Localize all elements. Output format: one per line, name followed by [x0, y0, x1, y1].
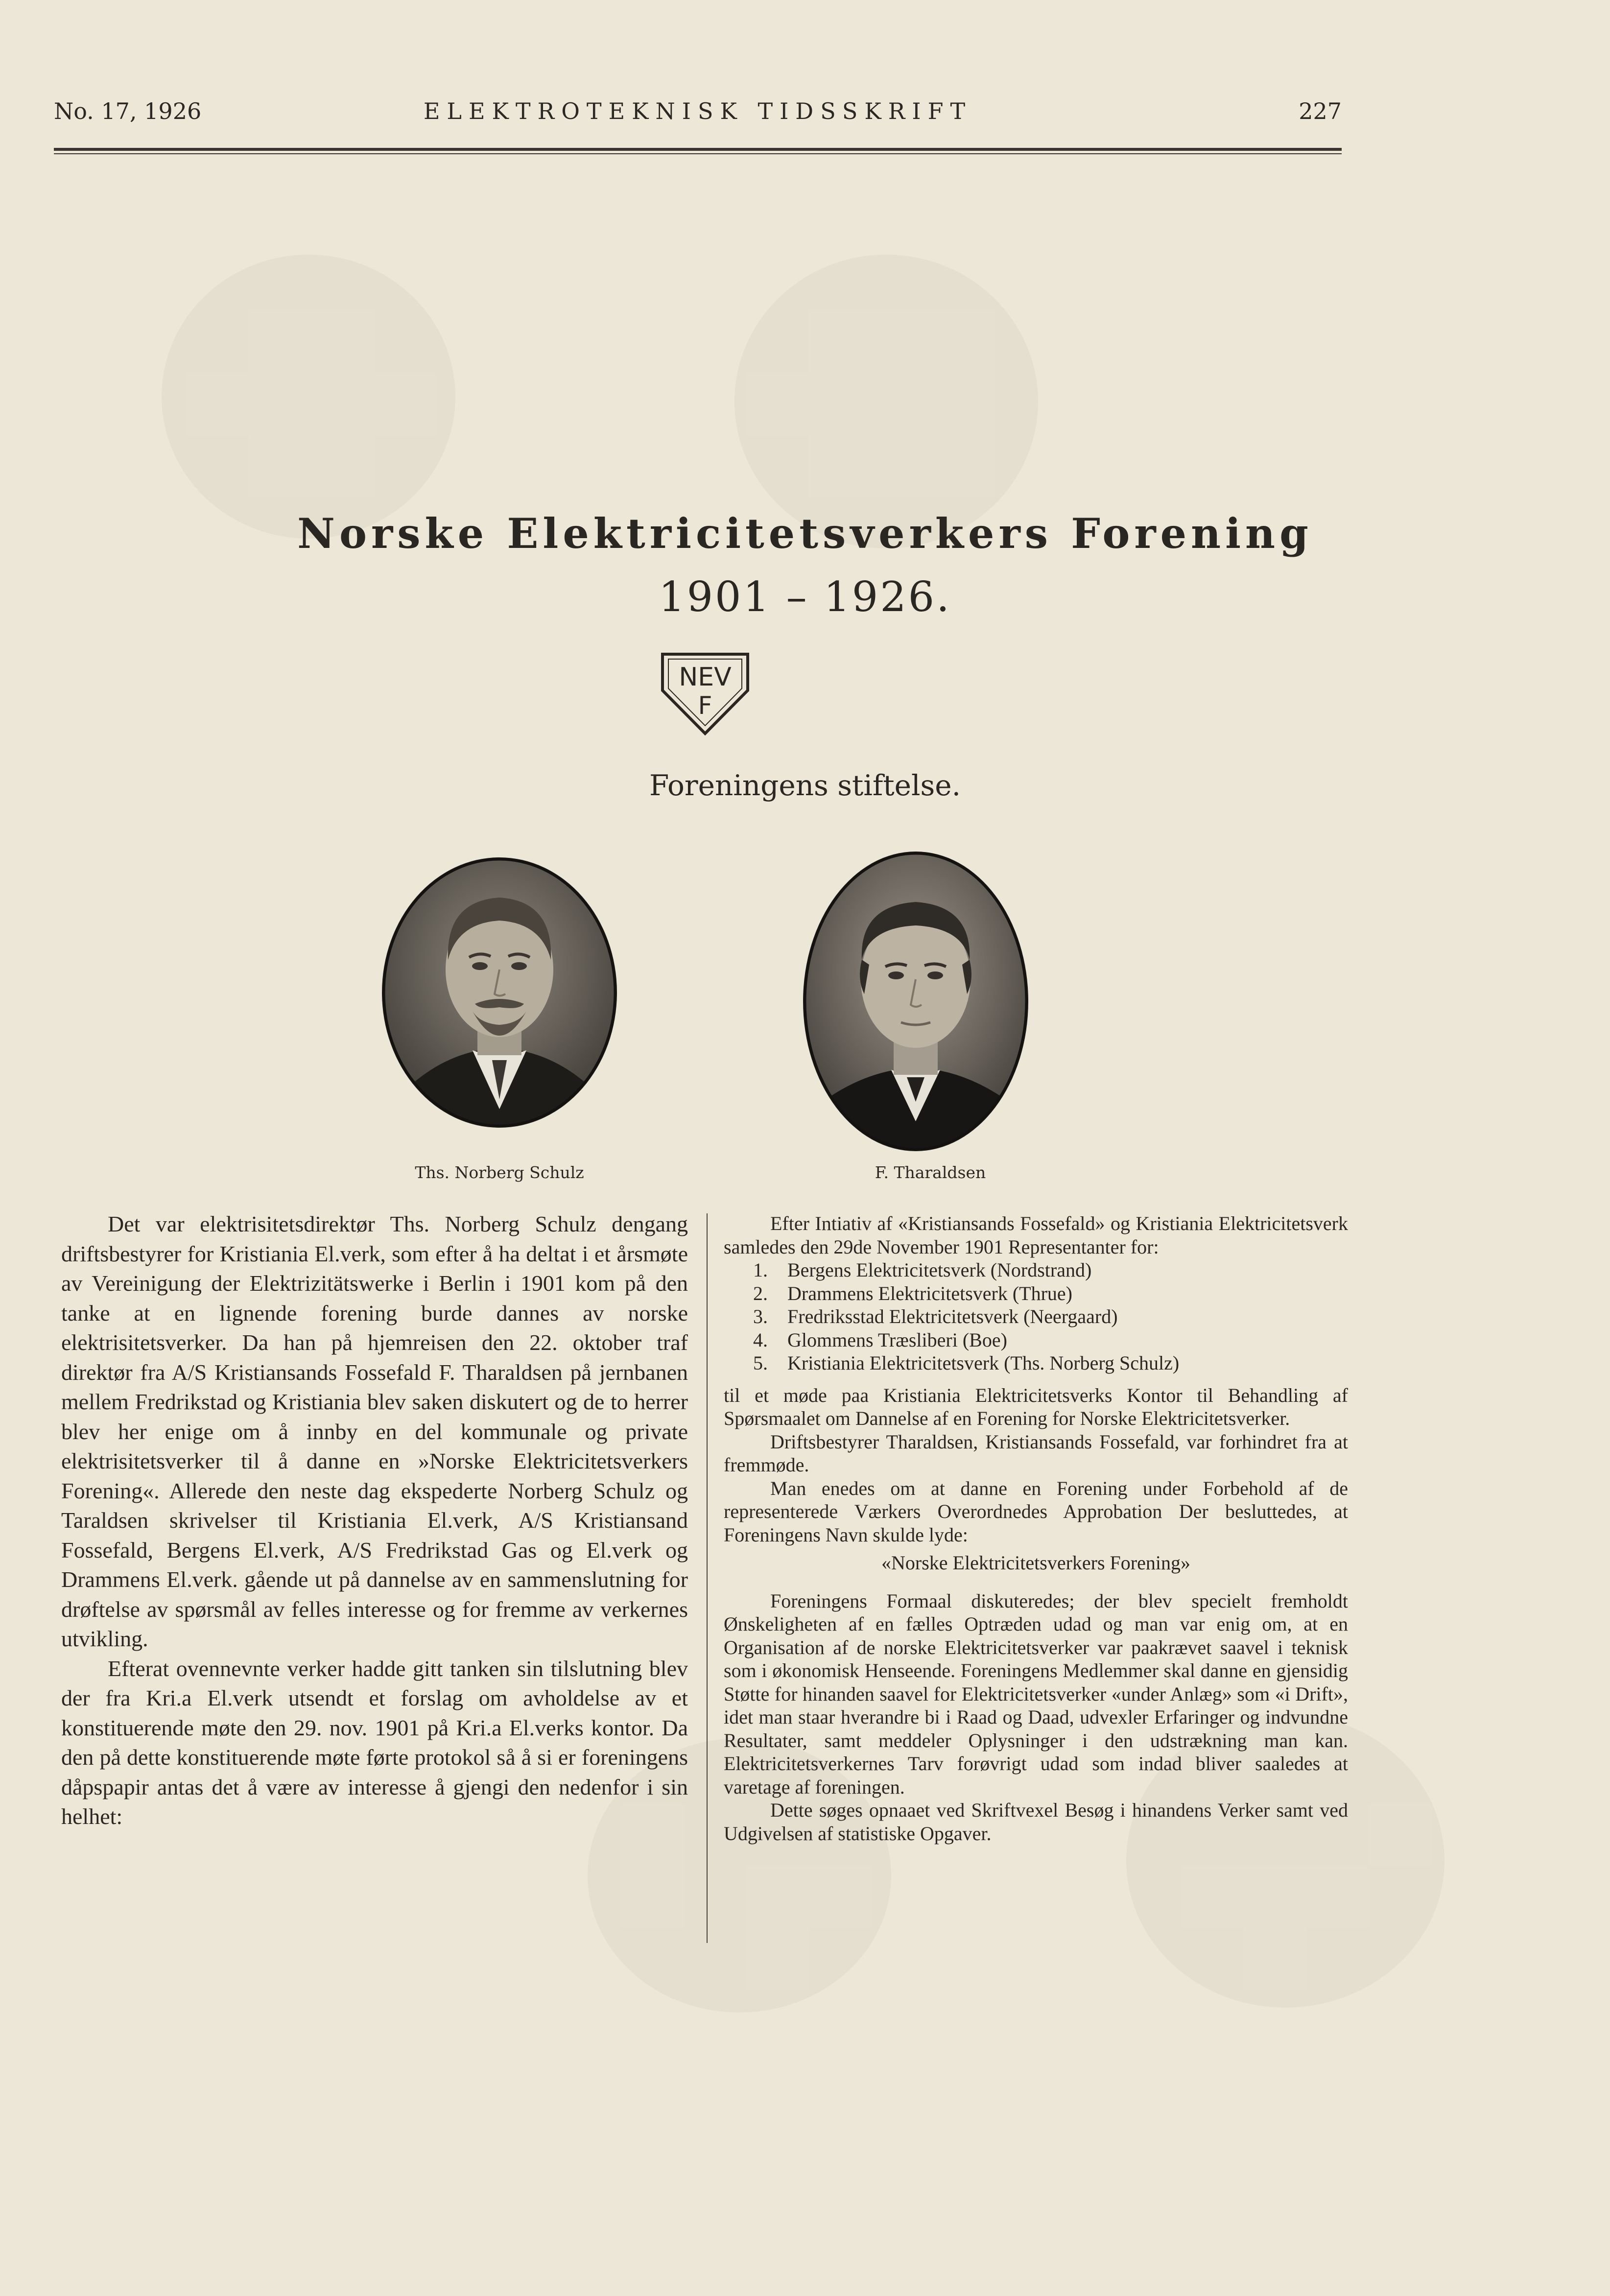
- list-item: 5. Kristiania Elektricitetsverk (Ths. Norberg Schulz): [753, 1352, 1180, 1374]
- column-divider: [707, 1213, 708, 1943]
- paragraph: Dette søges opnaaet ved Skriftvexel Besøg i hinandens Verker samt ved Udgivelsen af statistiske Opgaver.: [724, 1799, 1348, 1845]
- paragraph: Efterat ovennevnte verker hadde gitt tanken sin tilslutning blev der fra Kri.a El.verk utsendt et forslag om avholdelse av et konstituerende møte den 29. nov. 1901 på Kri.a El.verks kontor. Da den på dette konstituerende møte førte protokol så å si er foreningens dåpspapir antas det å være av interesse å gjengi den nedenfor i sin helhet:: [61, 1656, 688, 1829]
- issue-number: No. 17, 1926: [54, 98, 202, 124]
- bleed-through-shadow: [162, 255, 455, 539]
- bleed-through-shadow: [734, 255, 1038, 548]
- list-item: 1. Bergens Elektricitetsverk (Nordstrand): [753, 1259, 1092, 1281]
- left-column: [61, 1209, 688, 1832]
- section-title: Foreningens stiftelse.: [649, 769, 961, 802]
- logo-text-top: NEV: [679, 663, 732, 692]
- portrait-tharaldsen: [798, 847, 1033, 1156]
- article-title: Norske Elektricitetsverkers Forening: [297, 509, 1313, 558]
- header-rule: [54, 148, 1342, 151]
- paragraph: Det var elektrisitetsdirektør Ths. Norberg Schulz dengang driftsbestyrer for Kristiania El.verk, som efter å ha deltat i et årsmøte av Vereinigung der Elektrizitätswerke i Berlin i 1901 kom på den tanke at en lignende forening burde dannes av norske elektrisitetsverker. Da han på hjemreisen den 22. oktober traf direktør fra A/S Kristiansands Fossefald F. Tharaldsen på jernbanen mellem Fredrikstad og Kristiania blev saken diskutert og de to herrer blev her enige om å innby en del kommunale og private elektrisitetsverker til å danne en »Norske Elektricitetsverkers Forening«. Allerede den neste dag ekspederte Norberg Schulz og Taraldsen skrivelser til Kristiania El.verk, A/S Kristiansand Fossefald, Bergens El.verk, A/S Fredrikstad Gas og El.verk og Drammens El.verk. gående ut på dannelse av en sammenslutning for drøftelse av spørsmål av felles interesse og for fremme av verkernes utvikling.: [61, 1211, 688, 1651]
- paragraph: Foreningens Formaal diskuteredes; der blev specielt fremholdt Ønskeligheten af en fælles Optræden udad og man var enig om, at en Organisation af de norske Elektricitetsverker var paakrævet saavel i teknisk som i økonomisk Henseende. Foreningens Medlemmer skal danne en gjensidig Støtte for hinanden saavel for Elektricitetsverker «under Anlæg» som «i Drift», idet man staar hverandre bi i Raad og Daad, udvexler Erfaringer og indvundne Resultater, samt meddeler Oplysninger i den udstrækning man kan. Elektricitetsverkernes Tarv forøvrigt udad som indad bliver saaledes at varetage af foreningen.: [724, 1589, 1348, 1798]
- running-head: [54, 98, 1342, 132]
- right-column: [724, 1212, 1348, 1845]
- portrait-norberg-schulz: [377, 854, 622, 1131]
- journal-name: ELEKTROTEKNISK TIDSSKRIFT: [423, 98, 972, 124]
- paragraph: Efter Intiativ af «Kristiansands Fossefald» og Kristiania Elektricitetsverk samledes den 29de November 1901 Representanter for:: [724, 1212, 1348, 1258]
- page-number: 227: [1299, 98, 1342, 124]
- list-item: 3. Fredriksstad Elektricitetsverk (Neergaard): [753, 1305, 1118, 1327]
- paragraph: Man enedes om at danne en Forening under Forbehold af de representerede Værkers Overordnedes Approbation Der besluttedes, at Foreningens Navn skulde lyde:: [724, 1477, 1348, 1546]
- logo-text-bottom: F: [698, 691, 712, 720]
- association-name-quote: «Norske Elektricitetsverkers Forening»: [881, 1552, 1190, 1574]
- article-years: 1901 – 1926.: [659, 573, 951, 621]
- nevf-logo: [659, 651, 752, 737]
- portrait-caption: Ths. Norberg Schulz: [415, 1163, 584, 1182]
- paragraph: til et møde paa Kristiania Elektricitetsverks Kontor til Behandling af Spørsmaalet om Dannelse af en Forening for Norske Elektricitetsverker.: [724, 1384, 1348, 1429]
- list-item: 2. Drammens Elektricitetsverk (Thrue): [753, 1282, 1072, 1304]
- portrait-caption: F. Tharaldsen: [875, 1163, 986, 1182]
- header-rule-thin: [54, 153, 1342, 154]
- member-list: [724, 1258, 1348, 1375]
- paragraph: Driftsbestyrer Tharaldsen, Kristiansands Fossefald, var forhindret fra at fremmøde.: [724, 1430, 1348, 1476]
- list-item: 4. Glommens Træsliberi (Boe): [753, 1328, 1007, 1351]
